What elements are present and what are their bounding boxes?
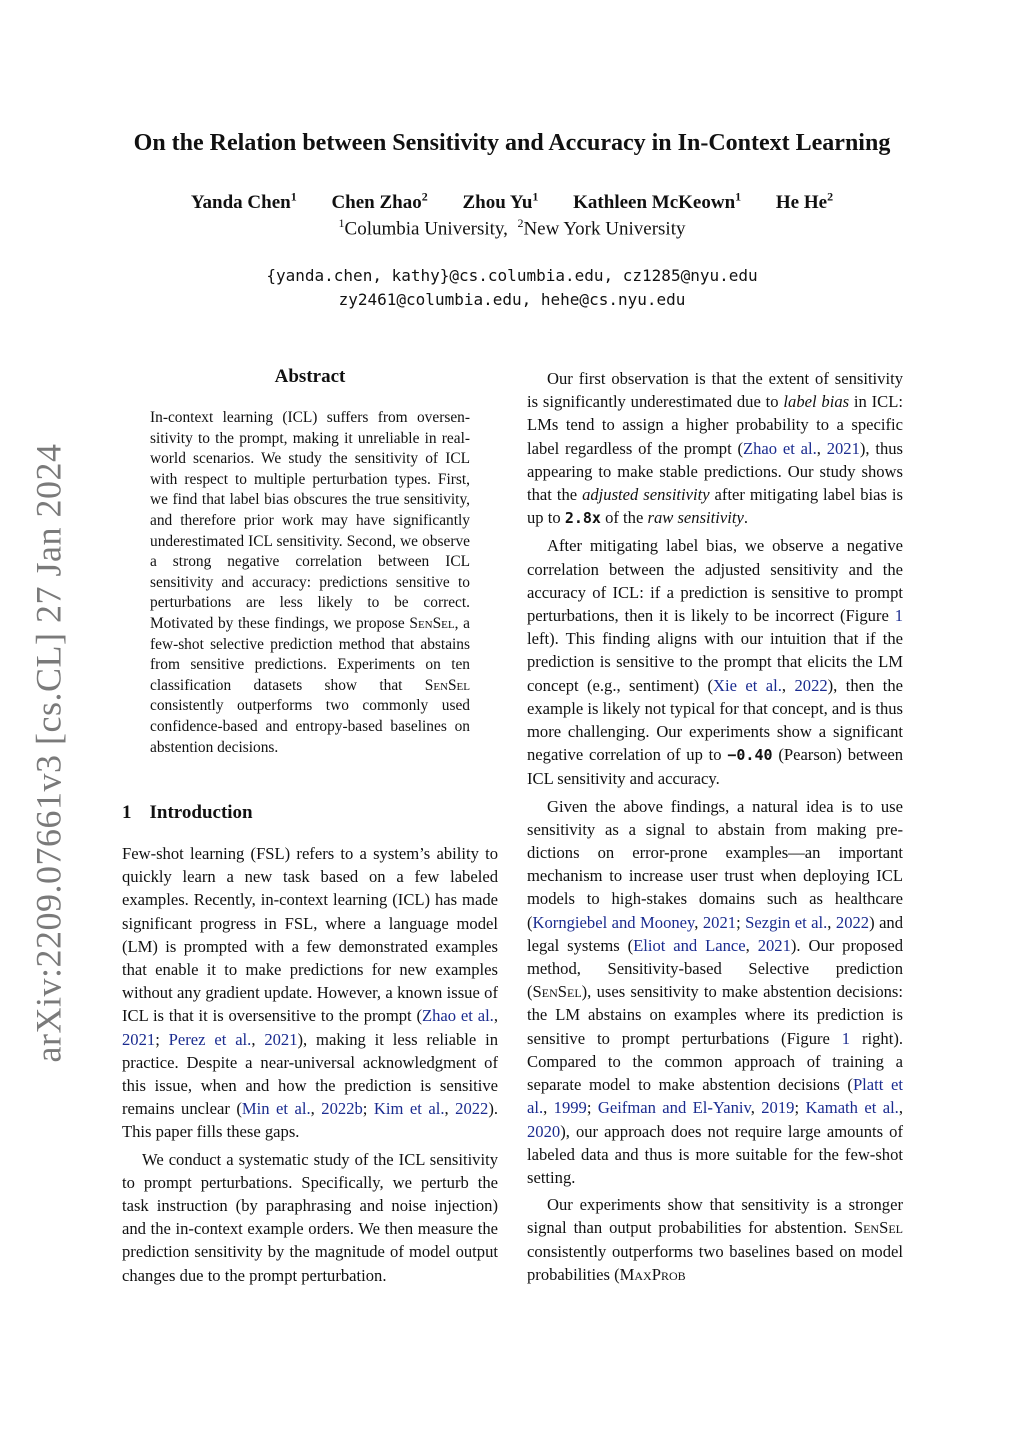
method-name: SenSel [853,1218,903,1238]
author: Chen Zhao$^2$ [331,190,428,214]
paragraph: We conduct a systematic study of the ICL sensitivity to prompt perturbations. Specifically, we perturb the task instruction (by paraphrasing and noise injection) and the in-context example orders. We then measure the prediction sensitivity by the magnitude of model output changes due to the prompt perturbation. [122,1149,498,1285]
affiliations: $^1$Columbia University, $^2$New York University [338,216,686,240]
citation-link[interactable]: 2022 [455,1099,489,1119]
citation-link[interactable]: 2021 [264,1029,298,1049]
author: He He$^2$ [775,190,834,214]
method-name: SenSel [409,614,455,632]
citation-link[interactable]: 2021 [122,1029,156,1049]
paragraph: Our first observation is that the extent of sensitivity is significantly underestimated due to label bias in ICL: LMs tend to assign a higher probability to a specific label regardless of the prompt (Zhao et al., 2021), thus appearing to make stable predictions. Our study shows that the adjusted sensitivity after mitigating label bias is up to 2.8x of the raw sensitivity. [527,369,904,528]
method-name: SenSel [424,676,470,694]
citation-link[interactable]: 2021 [702,912,737,932]
citation-link[interactable]: Min et al. [241,1099,311,1119]
citation-link[interactable]: 2019 [761,1098,795,1118]
citation-link[interactable]: Kamath et al. [805,1098,899,1118]
citation-link[interactable]: 2021 [826,438,860,458]
email-line: {yanda.chen, kathy}@cs.columbia.edu, cz1285@nyu.edu [266,266,758,285]
right-column [527,367,903,1286]
abstract-heading: Abstract [274,366,346,387]
author: Yanda Chen$^1$ [190,190,297,214]
citation-link[interactable]: Xie et al. [713,675,782,695]
paragraph: After mitigating label bias, we observe a negative correlation between the adjusted sensitivity and the accuracy of ICL: if a prediction is sensitive to prompt perturbations, then it is likely to be incorrect (Figure 1 left). This finding aligns with our intuition that if the prediction is sensitive to the prompt that elicits the LM concept (e.g., sentiment) (Xie et al., 2022), then the example is likely not typical for that concept, and is thus more challenging. Our experiments show a significant negative correlation of up to −0.40 (Pearson) between ICL sensitivity and accuracy. [527,536,903,789]
left-column [122,842,498,1287]
citation-link[interactable]: Kim et al. [373,1099,445,1119]
author: Zhou Yu$^1$ [462,190,539,214]
citation-link[interactable]: 2020 [527,1121,561,1141]
citation-link[interactable]: 2022 [835,912,870,932]
paper-title: On the Relation between Sensitivity and Accuracy in In-Context Learning [133,130,891,156]
citation-link[interactable]: 2022 [794,675,828,695]
author: Kathleen McKeown$^1$ [573,190,742,214]
citation-link[interactable]: 2022b [321,1099,363,1119]
citation-link[interactable]: Korngiebel and Mooney [532,912,695,932]
citation-link[interactable]: Zhao et al. [421,1006,494,1026]
email-line: zy2461@columbia.edu, hehe@cs.nyu.edu [338,290,686,309]
citation-link[interactable]: Eliot and Lance [633,935,746,955]
citation-link[interactable]: Geifman and El-Yaniv [597,1098,751,1118]
paragraph: Given the above findings, a natural idea is to use sensitivity as a signal to abstain from making predictions on error-prone examples—an important mechanism to increase user trust when deploying ICL models to high-stakes domains such as healthcare (Korngiebel and Mooney, 2021; Sezgin et al., 2022) and legal systems (Eliot and Lance, 2021). Our proposed method, Sensitivity-based Selective prediction (SenSel), uses sensitivity to make abstention decisions: the LM abstains on examples where its prediction is sensitive to prompt perturbations (Figure 1 right). Compared to the common approach of training a separate model to make abstention decisions (Platt et al., 1999; Geifman and El-Yaniv, 2019; Kamath et al., 2020), our approach does not require large amounts of labeled data and thus is more suitable for the few-shot setting. [527,796,904,1187]
citation-link[interactable]: 2021 [757,935,791,955]
author-list [0,190,1024,214]
arxiv-stamp-text: arXiv:2209.07661v3 [cs.CL] 27 Jan 2024 [28,443,68,1063]
section-heading: 1 Introduction [122,802,253,823]
citation-link[interactable]: Platt et al. [527,1075,903,1118]
citation-link[interactable]: Sezgin et al. [745,912,828,932]
method-name: MaxProb [619,1264,686,1284]
citation-link[interactable]: Perez et al. [168,1029,252,1049]
arxiv-stamp [18,443,78,1063]
citation-link[interactable]: Zhao et al. [743,438,817,458]
citation-link[interactable]: 1999 [553,1098,587,1118]
paragraph: Few-shot learning (FSL) refers to a system’s ability to quickly learn a new task based on a few labeled examples. Recently, in-context learning (ICL) has made significant progress in FSL, where a language model (LM) is prompted with a few demonstrated examples that enable it to make predictions for new examples without any gradient update. However, a known issue of ICL is that it is oversensitive to the prompt (Zhao et al., 2021; Perez et al., 2021), making it less reliable in practice. Despite a near-universal acknowledgment of this issue, when and how the prediction is sensitive remains unclear (Min et al., 2022b; Kim et al., 2022). This paper fills these gaps. [122,844,499,1142]
email-block [0,264,1024,312]
figure-ref-link[interactable]: 1 [841,1028,851,1048]
figure-ref-link[interactable]: 1 [894,606,903,626]
abstract-body: In-context learning (ICL) suffers from oversensitivity to the prompt, making it unreliable in real-world scenarios. We study the sensitivity of ICL with respect to multiple perturbation types. First, we find that label bias obscures the true sensitivity, and therefore prior work may have significantly underestimated ICL sensitivity. Second, we observe a strong negative correlation between ICL sensitivity and accuracy: predictions sensitive to perturbations are less likely to be correct. Motivated by these findings, we propose SenSel, a few-shot selective prediction method that abstains from sensitive predictions. Experiments on ten classification datasets show that SenSel consistently outperforms two commonly used confidence-based and entropy-based baselines on abstention decisions. [150,409,470,756]
method-name: SenSel [532,982,582,1002]
paragraph: Our experiments show that sensitivity is a stronger signal than output probabilities for abstention. SenSel consistently outperforms two baselines based on model probabilities (MaxProb [527,1195,903,1284]
